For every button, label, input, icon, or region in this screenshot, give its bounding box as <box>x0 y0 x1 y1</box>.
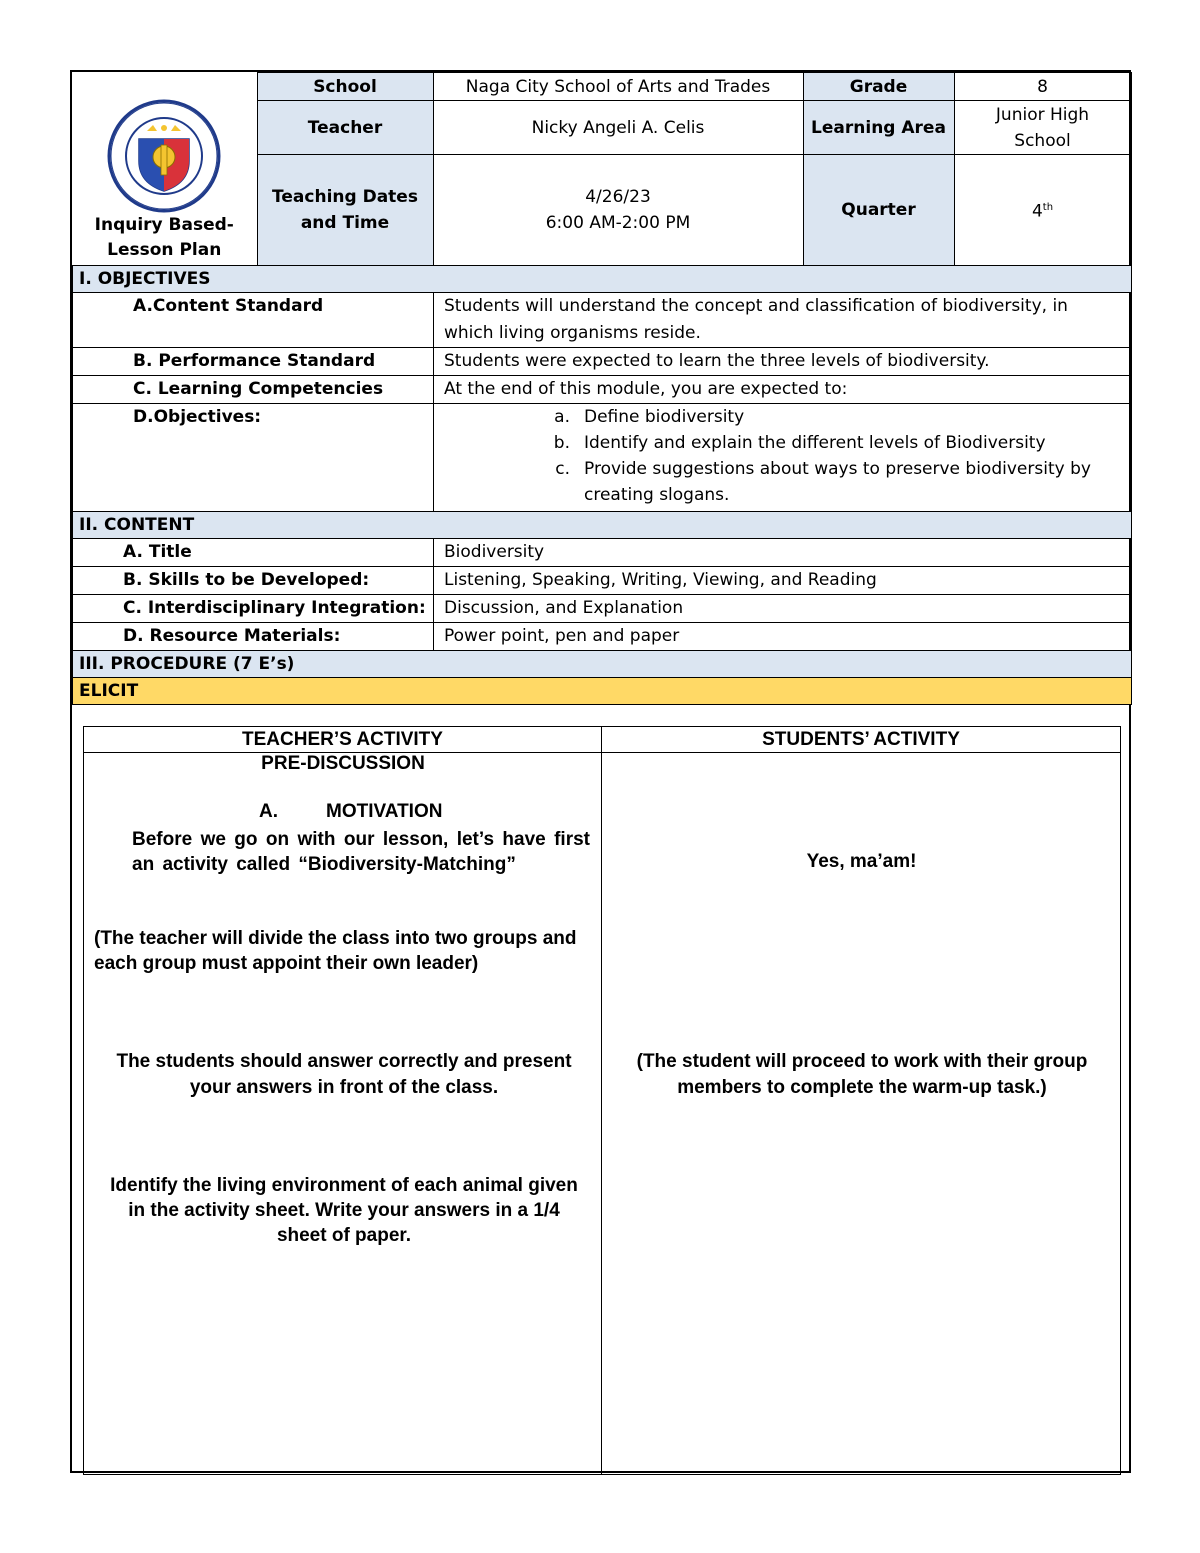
objectives-content-table <box>72 265 1132 705</box>
student-reply: Yes, ma’am! <box>806 851 917 872</box>
lesson-plan-page <box>70 70 1131 1473</box>
plan-title: Inquiry Based- Lesson Plan <box>94 215 234 260</box>
instruction-present-answers: The students should answer correctly and present your answers in front of the class. <box>116 1051 572 1098</box>
teacher-note: (The teacher will divide the class into two groups and each group must appoint their own leader) <box>94 928 577 974</box>
learning-competencies-value: At the end of this module, you are expected to: <box>434 376 1132 404</box>
motivation-heading: A. MOTIVATION <box>259 801 443 822</box>
integration-value: Discussion, and Explanation <box>434 595 1132 623</box>
skills-value: Listening, Speaking, Writing, Viewing, and Reading <box>434 567 1132 595</box>
grade-value: 8 <box>954 73 1131 101</box>
pre-discussion-title: PRE-DISCUSSION <box>261 753 425 774</box>
motivation-text: Before we go on with our lesson, let’s have first an activity called “Biodiversity-Matching” <box>132 829 590 875</box>
students-activity-cell <box>602 753 1121 1475</box>
content-heading: II. CONTENT <box>73 512 1132 539</box>
list-item: c. Provide suggestions about ways to preserve biodiversity by creating slogans. <box>555 459 1091 505</box>
skills-label: B. Skills to be Developed: <box>73 567 434 595</box>
school-label: School <box>257 73 433 101</box>
learning-area-value: Junior High School <box>954 101 1131 155</box>
teacher-activity-cell <box>84 753 602 1475</box>
teacher-label: Teacher <box>257 101 433 155</box>
objectives-label: D.Objectives: <box>73 404 434 512</box>
logo-cell <box>72 73 257 266</box>
content-standard-value: Students will understand the concept and classification of biodiversity, in which living organisms reside. <box>434 293 1132 348</box>
grade-label: Grade <box>803 73 954 101</box>
elicit-heading: ELICIT <box>73 678 1132 705</box>
performance-standard-label: B. Performance Standard <box>73 348 434 376</box>
objectives-list <box>434 404 1131 508</box>
quarter-label: Quarter <box>803 155 954 266</box>
learning-competencies-label: C. Learning Competencies <box>73 376 434 404</box>
activity-table <box>83 726 1121 1475</box>
learning-area-label: Learning Area <box>803 101 954 155</box>
title-label: A. Title <box>73 539 434 567</box>
student-note: (The student will proceed to work with their group members to complete the warm-up task.) <box>636 1051 1088 1098</box>
objectives-list-cell <box>434 404 1132 512</box>
list-item: b. Identify and explain the different levels of Biodiversity <box>553 433 1046 453</box>
resource-materials-label: D. Resource Materials: <box>73 623 434 651</box>
teaching-dates-value: 4/26/23 6:00 AM-2:00 PM <box>433 155 803 266</box>
objectives-heading: I. OBJECTIVES <box>73 266 1132 293</box>
list-item: a. Define biodiversity <box>554 407 745 427</box>
quarter-value: 4th <box>954 155 1131 266</box>
teacher-activity-header: TEACHER’S ACTIVITY <box>84 727 602 753</box>
resource-materials-value: Power point, pen and paper <box>434 623 1132 651</box>
school-value: Naga City School of Arts and Trades <box>433 73 803 101</box>
content-standard-label: A.Content Standard <box>73 293 434 348</box>
instruction-identify-environment: Identify the living environment of each animal given in the activity sheet. Write your answers in a 1/4 sheet of paper. <box>110 1175 578 1246</box>
integration-label: C. Interdisciplinary Integration: <box>73 595 434 623</box>
teacher-value: Nicky Angeli A. Celis <box>433 101 803 155</box>
students-activity-header: STUDENTS’ ACTIVITY <box>602 727 1121 753</box>
lesson-header-table <box>72 72 1132 266</box>
title-value: Biodiversity <box>434 539 1132 567</box>
teaching-dates-label: Teaching Dates and Time <box>257 155 433 266</box>
deped-seal-icon <box>107 99 221 213</box>
performance-standard-value: Students were expected to learn the three levels of biodiversity. <box>434 348 1132 376</box>
procedure-heading: III. PROCEDURE (7 E’s) <box>73 651 1132 678</box>
